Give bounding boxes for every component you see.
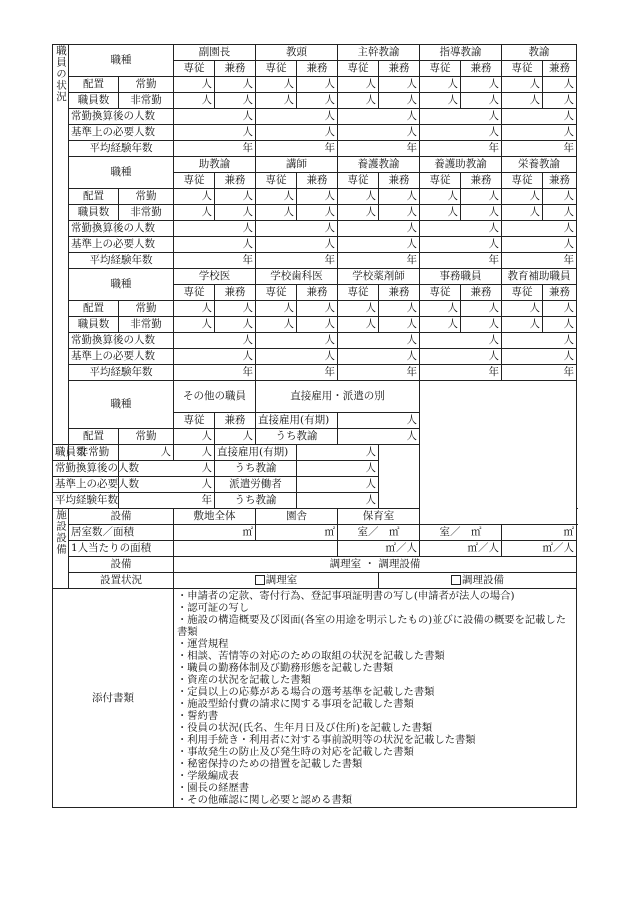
experience-cell: 年: [502, 365, 577, 381]
senju-header: 専従: [338, 173, 379, 189]
keiken-label: 平均経験年数: [53, 493, 119, 509]
table-row: [53, 541, 577, 557]
cooking-equipment-label: 調理設備: [462, 574, 504, 586]
job-title: 事務職員: [420, 269, 502, 285]
table-row: [53, 141, 577, 157]
blank-cell: [420, 381, 577, 525]
haichi-label: 配置: [69, 429, 119, 445]
table-row: [53, 205, 577, 221]
required-cell: 人: [256, 125, 338, 141]
person-count-cell: 人: [338, 429, 420, 445]
person-count-cell: 人: [297, 77, 338, 93]
experience-cell: 年: [174, 365, 256, 381]
shokuinsu-label: 職員数: [69, 317, 119, 333]
person-count-cell: 人: [256, 301, 297, 317]
room-area-cell: 室／ ㎡: [420, 525, 502, 541]
fte-cell: 人: [256, 109, 338, 125]
attachment-item: ・利用手続き・利用者に対する事前説明等の状況を記載した書類: [177, 734, 476, 746]
experience-cell: 年: [420, 365, 502, 381]
table-row: [53, 237, 577, 253]
kansan-label: 常勤換算後の人数: [69, 221, 174, 237]
install-status-label: 設置状況: [69, 573, 174, 589]
person-count-cell: 人: [338, 189, 379, 205]
attachment-item: ・役員の状況(氏名、生年月日及び住所)を記載した書類: [177, 722, 433, 734]
experience-cell: 年: [256, 253, 338, 269]
person-count-cell: 人: [379, 77, 420, 93]
job-title: 学校薬剤師: [338, 269, 420, 285]
area-cell: ㎡: [256, 525, 338, 541]
senju-header: 専従: [420, 285, 461, 301]
attachments-list: [174, 589, 577, 808]
senju-header: 専従: [502, 61, 543, 77]
experience-cell: 年: [174, 141, 256, 157]
job-type-header: 職種: [69, 381, 174, 429]
required-cell: 人: [502, 349, 577, 365]
person-count-cell: 人: [215, 317, 256, 333]
facility-column-header: 保育室: [338, 509, 420, 525]
table-row: [53, 45, 577, 61]
per-person-cell: ㎡／人: [420, 541, 502, 557]
person-count-cell: 人: [297, 301, 338, 317]
job-title: 講師: [256, 157, 338, 173]
experience-cell: 年: [338, 253, 420, 269]
required-cell: 人: [420, 125, 502, 141]
kijun-label: 基準上の必要人数: [69, 125, 174, 141]
hijokin-label: 非常勤: [119, 317, 174, 333]
table-row: [53, 557, 577, 573]
haichi-label: 配置: [69, 77, 119, 93]
equipment-label: 設備: [69, 509, 174, 525]
person-count-cell: 人: [420, 317, 461, 333]
senju-header: 専従: [420, 61, 461, 77]
shokuinsu-label: 職員数: [69, 205, 119, 221]
attachment-item: ・定員以上の応募がある場合の選考基準を記載した書類: [177, 686, 435, 698]
table-row: [53, 589, 577, 808]
kijun-label: 基準上の必要人数: [53, 477, 119, 493]
facility-column-header: 園舎: [256, 509, 338, 525]
person-count-cell: 人: [174, 205, 215, 221]
fte-cell: 人: [502, 109, 577, 125]
fte-cell: 人: [420, 221, 502, 237]
person-count-cell: 人: [502, 189, 543, 205]
person-count-cell: 人: [543, 301, 577, 317]
senju-header: 専従: [502, 285, 543, 301]
kennin-header: 兼務: [297, 173, 338, 189]
senju-header: 専従: [338, 61, 379, 77]
table-row: [53, 253, 577, 269]
attachment-item: ・職員の勤務体制及び勤務形態を記載した書類: [177, 662, 394, 674]
person-count-cell: 人: [215, 301, 256, 317]
kennin-header: 兼務: [379, 61, 420, 77]
job-title: 副園長: [174, 45, 256, 61]
senju-header: 専従: [174, 173, 215, 189]
person-count-cell: 人: [338, 205, 379, 221]
fte-cell: 人: [502, 221, 577, 237]
job-title: 学校歯科医: [256, 269, 338, 285]
person-count-cell: 人: [338, 413, 420, 429]
hijokin-label: 非常勤: [69, 445, 119, 461]
fte-cell: 人: [420, 333, 502, 349]
required-cell: 人: [338, 125, 420, 141]
attachment-item: ・誓約書: [177, 710, 219, 722]
table-row: [53, 93, 577, 109]
person-count-cell: 人: [502, 77, 543, 93]
staff-section-label: 職員の状況: [53, 45, 69, 445]
cooking-room-label: 調理室: [265, 574, 298, 586]
person-count-cell: 人: [297, 493, 379, 509]
kennin-header: 兼務: [215, 61, 256, 77]
person-count-cell: 人: [502, 317, 543, 333]
person-count-cell: 人: [420, 93, 461, 109]
person-count-cell: 人: [420, 301, 461, 317]
attachment-item: ・施設型給付費の請求に関する事項を記載した書類: [177, 698, 414, 710]
job-title: 指導教諭: [420, 45, 502, 61]
attachment-item: ・施設の構造概要及び図面(各室の用途を明示したもの)並びに設備の概要を記載した書類: [177, 614, 567, 638]
experience-cell: 年: [420, 141, 502, 157]
job-title: 養護助教諭: [420, 157, 502, 173]
kansan-label: 常勤換算後の人数: [69, 109, 174, 125]
kansan-label: 常勤換算後の人数: [69, 333, 174, 349]
person-count-cell: 人: [174, 301, 215, 317]
experience-cell: 年: [174, 253, 256, 269]
kennin-header: 兼務: [215, 173, 256, 189]
attachment-item: ・申請者の定款、寄付行為、登記事項証明書の写し(申請者が法人の場合): [177, 590, 515, 602]
person-count-cell: 人: [215, 93, 256, 109]
required-cell: 人: [174, 237, 256, 253]
person-count-cell: 人: [502, 205, 543, 221]
person-count-cell: 人: [379, 205, 420, 221]
kennin-header: 兼務: [297, 61, 338, 77]
job-title: 教諭: [502, 45, 577, 61]
required-cell: 人: [174, 125, 256, 141]
fte-cell: 人: [256, 333, 338, 349]
job-type-header: 職種: [69, 45, 174, 77]
room-area-label: 居室数／面積: [69, 525, 174, 541]
job-title: 栄養教諭: [502, 157, 577, 173]
required-cell: 人: [502, 237, 577, 253]
jokin-label: 常勤: [119, 301, 174, 317]
kennin-header: 兼務: [543, 61, 577, 77]
job-type-header: 職種: [69, 157, 174, 189]
senju-header: 専従: [502, 173, 543, 189]
person-count-cell: 人: [461, 205, 502, 221]
fte-cell: 人: [174, 221, 256, 237]
cooking-title: 調理室 ・ 調理設備: [174, 557, 577, 573]
table-row: [53, 221, 577, 237]
experience-cell: 年: [338, 365, 420, 381]
person-count-cell: 人: [297, 461, 379, 477]
per-person-cell: ㎡／人: [338, 541, 420, 557]
person-count-cell: 人: [379, 93, 420, 109]
person-count-cell: 人: [297, 317, 338, 333]
job-title: 助教諭: [174, 157, 256, 173]
area-cell: ㎡: [174, 525, 256, 541]
person-count-cell: 人: [502, 93, 543, 109]
facility-column-header: 敷地全体: [174, 509, 256, 525]
person-count-cell: 人: [174, 77, 215, 93]
facility-section-label: 施設設備: [53, 509, 69, 589]
person-count-cell: 人: [215, 77, 256, 93]
direct-fixed-label: 直接雇用(有期): [215, 445, 297, 461]
person-count-cell: 人: [174, 93, 215, 109]
experience-cell: 年: [338, 141, 420, 157]
person-count-cell: 人: [174, 429, 215, 445]
person-count-cell: 人: [461, 317, 502, 333]
kennin-header: 兼務: [461, 61, 502, 77]
person-count-cell: 人: [297, 205, 338, 221]
shokuinsu-label: 職員数: [69, 93, 119, 109]
per-person-cell: ㎡／人: [502, 541, 577, 557]
table-row: [53, 157, 577, 173]
person-count-cell: 人: [215, 205, 256, 221]
table-row: [53, 333, 577, 349]
person-count-cell: 人: [215, 429, 256, 445]
person-count-cell: 人: [256, 317, 297, 333]
cooking-equipment-option: [379, 573, 577, 589]
person-count-cell: 人: [461, 189, 502, 205]
cooking-equipment-checkbox[interactable]: [451, 575, 461, 585]
staff-facility-table: [52, 44, 577, 808]
person-count-cell: 人: [297, 445, 379, 461]
fte-cell: 人: [338, 333, 420, 349]
person-count-cell: 人: [256, 77, 297, 93]
required-cell: 人: [119, 477, 215, 493]
hijokin-label: 非常勤: [119, 93, 174, 109]
fte-cell: 人: [420, 109, 502, 125]
senju-header: 専従: [256, 173, 297, 189]
kijun-label: 基準上の必要人数: [69, 237, 174, 253]
fte-cell: 人: [119, 461, 215, 477]
person-count-cell: 人: [174, 189, 215, 205]
required-cell: 人: [174, 349, 256, 365]
person-count-cell: 人: [338, 301, 379, 317]
senju-header: 専従: [174, 413, 215, 429]
person-count-cell: 人: [379, 301, 420, 317]
of-which-teachers-label: うち教諭: [215, 461, 297, 477]
attachment-item: ・運営規程: [177, 638, 229, 650]
senju-header: 専従: [256, 285, 297, 301]
job-title: 学校医: [174, 269, 256, 285]
person-count-cell: 人: [297, 189, 338, 205]
experience-cell: 年: [502, 141, 577, 157]
attachment-item: ・園長の経歴書: [177, 782, 250, 794]
table-row: [53, 77, 577, 93]
kijun-label: 基準上の必要人数: [69, 349, 174, 365]
other-staff-title: その他の職員: [174, 381, 256, 413]
required-cell: 人: [256, 349, 338, 365]
blank-cell: [174, 541, 338, 557]
attachment-item: ・事故発生の防止及び発生時の対応を記載した書類: [177, 746, 414, 758]
person-count-cell: 人: [174, 317, 215, 333]
keiken-label: 平均経験年数: [69, 253, 174, 269]
fte-cell: 人: [256, 221, 338, 237]
jokin-label: 常勤: [119, 77, 174, 93]
required-cell: 人: [420, 349, 502, 365]
per-person-label: 1人当たりの面積: [69, 541, 174, 557]
table-row: [53, 125, 577, 141]
person-count-cell: 人: [338, 77, 379, 93]
fte-cell: 人: [502, 333, 577, 349]
fte-cell: 人: [338, 221, 420, 237]
direct-fixed-label: 直接雇用(有期): [256, 413, 338, 429]
experience-cell: 年: [256, 141, 338, 157]
kennin-header: 兼務: [543, 285, 577, 301]
senju-header: 専従: [338, 285, 379, 301]
person-count-cell: 人: [502, 301, 543, 317]
employment-type-title: 直接雇用・派遣の別: [256, 381, 420, 413]
jokin-label: 常勤: [119, 189, 174, 205]
person-count-cell: 人: [256, 93, 297, 109]
job-title: 教育補助職員: [502, 269, 577, 285]
kennin-header: 兼務: [297, 285, 338, 301]
equipment-label: 設備: [69, 557, 174, 573]
table-row: [53, 189, 577, 205]
table-row: [53, 109, 577, 125]
person-count-cell: 人: [543, 93, 577, 109]
person-count-cell: 人: [338, 93, 379, 109]
of-which-teachers-label: うち教諭: [215, 493, 297, 509]
fte-cell: 人: [174, 109, 256, 125]
person-count-cell: 人: [379, 189, 420, 205]
experience-cell: 年: [119, 493, 215, 509]
kennin-header: 兼務: [461, 285, 502, 301]
job-type-header: 職種: [69, 269, 174, 301]
person-count-cell: 人: [420, 189, 461, 205]
person-count-cell: 人: [379, 317, 420, 333]
haichi-label: 配置: [69, 189, 119, 205]
table-row: [53, 525, 577, 541]
attachment-item: ・学級編成表: [177, 770, 239, 782]
person-count-cell: 人: [420, 205, 461, 221]
table-row: [53, 349, 577, 365]
person-count-cell: 人: [119, 445, 174, 461]
person-count-cell: 人: [297, 477, 379, 493]
senju-header: 専従: [174, 285, 215, 301]
person-count-cell: 人: [338, 317, 379, 333]
table-row: [53, 381, 577, 413]
person-count-cell: 人: [461, 77, 502, 93]
required-cell: 人: [338, 237, 420, 253]
table-row: [53, 317, 577, 333]
kennin-header: 兼務: [215, 285, 256, 301]
kennin-header: 兼務: [461, 173, 502, 189]
table-row: [53, 301, 577, 317]
job-title: 養護教諭: [338, 157, 420, 173]
attachment-item: ・その他確認に関し必要と認める書類: [177, 794, 353, 806]
person-count-cell: 人: [297, 93, 338, 109]
senju-header: 専従: [174, 61, 215, 77]
required-cell: 人: [420, 237, 502, 253]
required-cell: 人: [338, 349, 420, 365]
job-title: 教頭: [256, 45, 338, 61]
senju-header: 専従: [420, 173, 461, 189]
person-count-cell: 人: [543, 77, 577, 93]
person-count-cell: 人: [174, 445, 215, 461]
attachment-item: ・認可証の写し: [177, 602, 250, 614]
shokuinsu-label: 職員数: [53, 445, 69, 461]
kennin-header: 兼務: [379, 173, 420, 189]
attachment-item: ・秘密保持のための措置を記載した書類: [177, 758, 363, 770]
jokin-label: 常勤: [119, 429, 174, 445]
experience-cell: 年: [256, 365, 338, 381]
cooking-room-checkbox[interactable]: [255, 575, 265, 585]
kennin-header: 兼務: [215, 413, 256, 429]
table-row: [53, 365, 577, 381]
kansan-label: 常勤換算後の人数: [53, 461, 119, 477]
table-row: [53, 573, 577, 589]
cooking-room-option: [174, 573, 379, 589]
person-count-cell: 人: [543, 317, 577, 333]
table-row: [53, 269, 577, 285]
senju-header: 専従: [256, 61, 297, 77]
haichi-label: 配置: [69, 301, 119, 317]
person-count-cell: 人: [461, 93, 502, 109]
required-cell: 人: [256, 237, 338, 253]
person-count-cell: 人: [543, 205, 577, 221]
person-count-cell: 人: [420, 77, 461, 93]
dispatch-label: 派遣労働者: [215, 477, 297, 493]
attachment-item: ・資産の状況を記載した書類: [177, 674, 311, 686]
keiken-label: 平均経験年数: [69, 365, 174, 381]
required-cell: 人: [502, 125, 577, 141]
area-cell: ㎡: [502, 525, 577, 541]
attachments-label: 添付書類: [53, 589, 174, 808]
person-count-cell: 人: [543, 189, 577, 205]
fte-cell: 人: [174, 333, 256, 349]
room-area-cell: 室／ ㎡: [338, 525, 420, 541]
attachment-item: ・相談、苦情等の対応のための取組の状況を記載した書類: [177, 650, 445, 662]
kennin-header: 兼務: [379, 285, 420, 301]
job-title: 主幹教諭: [338, 45, 420, 61]
hijokin-label: 非常勤: [119, 205, 174, 221]
keiken-label: 平均経験年数: [69, 141, 174, 157]
person-count-cell: 人: [256, 205, 297, 221]
of-which-teachers-label: うち教諭: [256, 429, 338, 445]
person-count-cell: 人: [215, 189, 256, 205]
experience-cell: 年: [502, 253, 577, 269]
person-count-cell: 人: [461, 301, 502, 317]
kennin-header: 兼務: [543, 173, 577, 189]
experience-cell: 年: [420, 253, 502, 269]
fte-cell: 人: [338, 109, 420, 125]
person-count-cell: 人: [256, 189, 297, 205]
